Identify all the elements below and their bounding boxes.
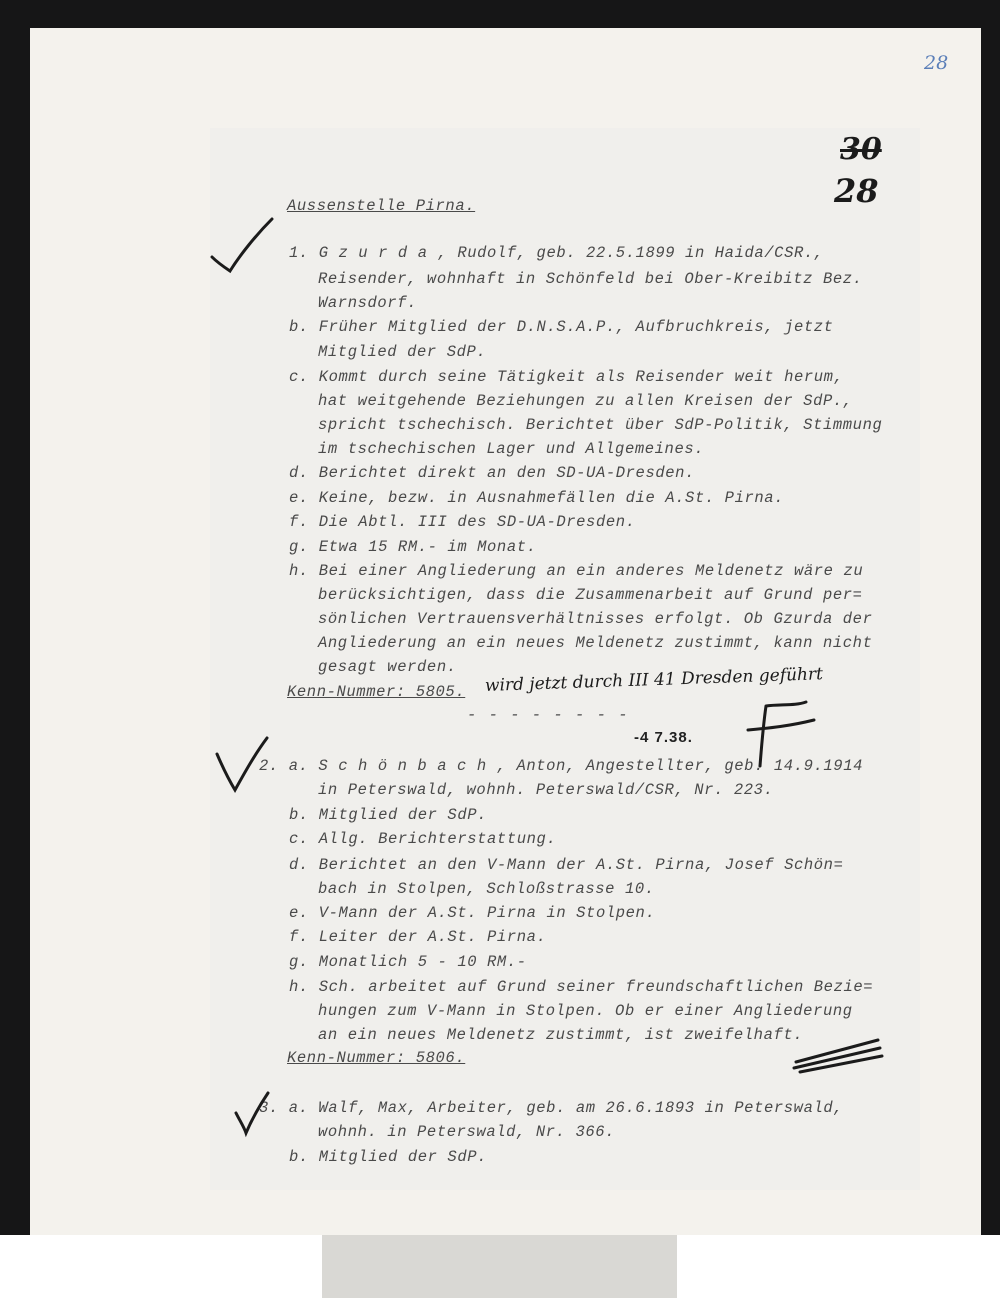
section-separator: - - - - - - - - (467, 706, 630, 724)
entry-2-kenn-number: Kenn-Nummer: 5806. (287, 1049, 466, 1067)
date-stamp: -4 7.38. (634, 729, 693, 746)
folio-ink-old: 30 (840, 132, 882, 167)
entry-3-line-1: 3. a. Walf, Max, Arbeiter, geb. am 26.6.1893 in Peterswald, (259, 1099, 844, 1117)
entry-2-line-8: f. Leiter der A.St. Pirna. (289, 928, 547, 946)
entry-1-line-10: d. Berichtet direkt an den SD-UA-Dresden. (289, 464, 695, 482)
entry-3-line-3: b. Mitglied der SdP. (289, 1148, 488, 1166)
folio-pencil-number: 28 (924, 52, 949, 74)
entry-1-line-5: Mitglied der SdP. (318, 343, 487, 361)
entry-2-line-11: hungen zum V-Mann in Stolpen. Ob er einer Angliederung (318, 1002, 853, 1020)
entry-1-line-16: sönlichen Vertrauensverhältnisses erfolgt. Ob Gzurda der (318, 610, 873, 628)
entry-1-kenn-number: Kenn-Nummer: 5805. (287, 683, 466, 701)
checkmark-entry-3 (232, 1089, 272, 1137)
entry-2-line-12: an ein neues Meldenetz zustimmt, ist zweifelhaft. (318, 1026, 804, 1044)
entry-1-line-7: hat weitgehende Beziehungen zu allen Kreisen der SdP., (318, 392, 853, 410)
entry-2-line-5: d. Berichtet an den V-Mann der A.St. Pirna, Josef Schön= (289, 856, 844, 874)
checkmark-entry-1 (208, 215, 278, 275)
entry-2-line-7: e. V-Mann der A.St. Pirna in Stolpen. (289, 904, 656, 922)
entry-1-line-1: 1. G z u r d a , Rudolf, geb. 22.5.1899 in Haida/CSR., (289, 244, 824, 262)
office-heading: Aussenstelle Pirna. (287, 197, 476, 215)
entry-1-line-17: Angliederung an ein neues Meldenetz zustimmt, kann nicht (318, 634, 873, 652)
entry-1-line-2: Reisender, wohnhaft in Schönfeld bei Ober-Kreibitz Bez. (318, 270, 863, 288)
entry-2-line-2: in Peterswald, wohnh. Peterswald/CSR, Nr. 223. (318, 781, 774, 799)
entry-2-line-10: h. Sch. arbeitet auf Grund seiner freundschaftlichen Bezie= (289, 978, 874, 996)
entry-2-line-3: b. Mitglied der SdP. (289, 806, 488, 824)
entry-1-line-14: h. Bei einer Angliederung an ein anderes Meldenetz wäre zu (289, 562, 864, 580)
entry-1-line-9: im tschechischen Lager und Allgemeines. (318, 440, 705, 458)
entry-1-line-3: Warnsdorf. (318, 294, 418, 312)
entry-2-line-1: 2. a. S c h ö n b a c h , Anton, Angestellter, geb. 14.9.1914 (259, 757, 863, 775)
ink-strike-marks (790, 1034, 885, 1074)
checkmark-entry-2 (213, 734, 273, 794)
paper-strip (322, 1235, 677, 1298)
entry-2-line-9: g. Monatlich 5 - 10 RM.- (289, 953, 527, 971)
entry-1-line-4: b. Früher Mitglied der D.N.S.A.P., Aufbruchkreis, jetzt (289, 318, 834, 336)
entry-1-line-11: e. Keine, bezw. in Ausnahmefällen die A.St. Pirna. (289, 489, 785, 507)
entry-1-line-13: g. Etwa 15 RM.- im Monat. (289, 538, 537, 556)
handwritten-routing-note: wird jetzt durch III 41 Dresden geführt (484, 664, 824, 696)
entry-1-line-12: f. Die Abtl. III des SD-UA-Dresden. (289, 513, 636, 531)
entry-1-line-18: gesagt werden. (318, 658, 457, 676)
folio-ink-new: 28 (834, 172, 879, 210)
entry-1-line-6: c. Kommt durch seine Tätigkeit als Reisender weit herum, (289, 368, 844, 386)
entry-1-line-8: spricht tschechisch. Berichtet über SdP-Politik, Stimmung (318, 416, 883, 434)
entry-1-line-15: berücksichtigen, dass die Zusammenarbeit auf Grund per= (318, 586, 863, 604)
entry-3-line-2: wohnh. in Peterswald, Nr. 366. (318, 1123, 616, 1141)
entry-2-line-4: c. Allg. Berichterstattung. (289, 830, 557, 848)
entry-2-line-6: bach in Stolpen, Schloßstrasse 10. (318, 880, 655, 898)
